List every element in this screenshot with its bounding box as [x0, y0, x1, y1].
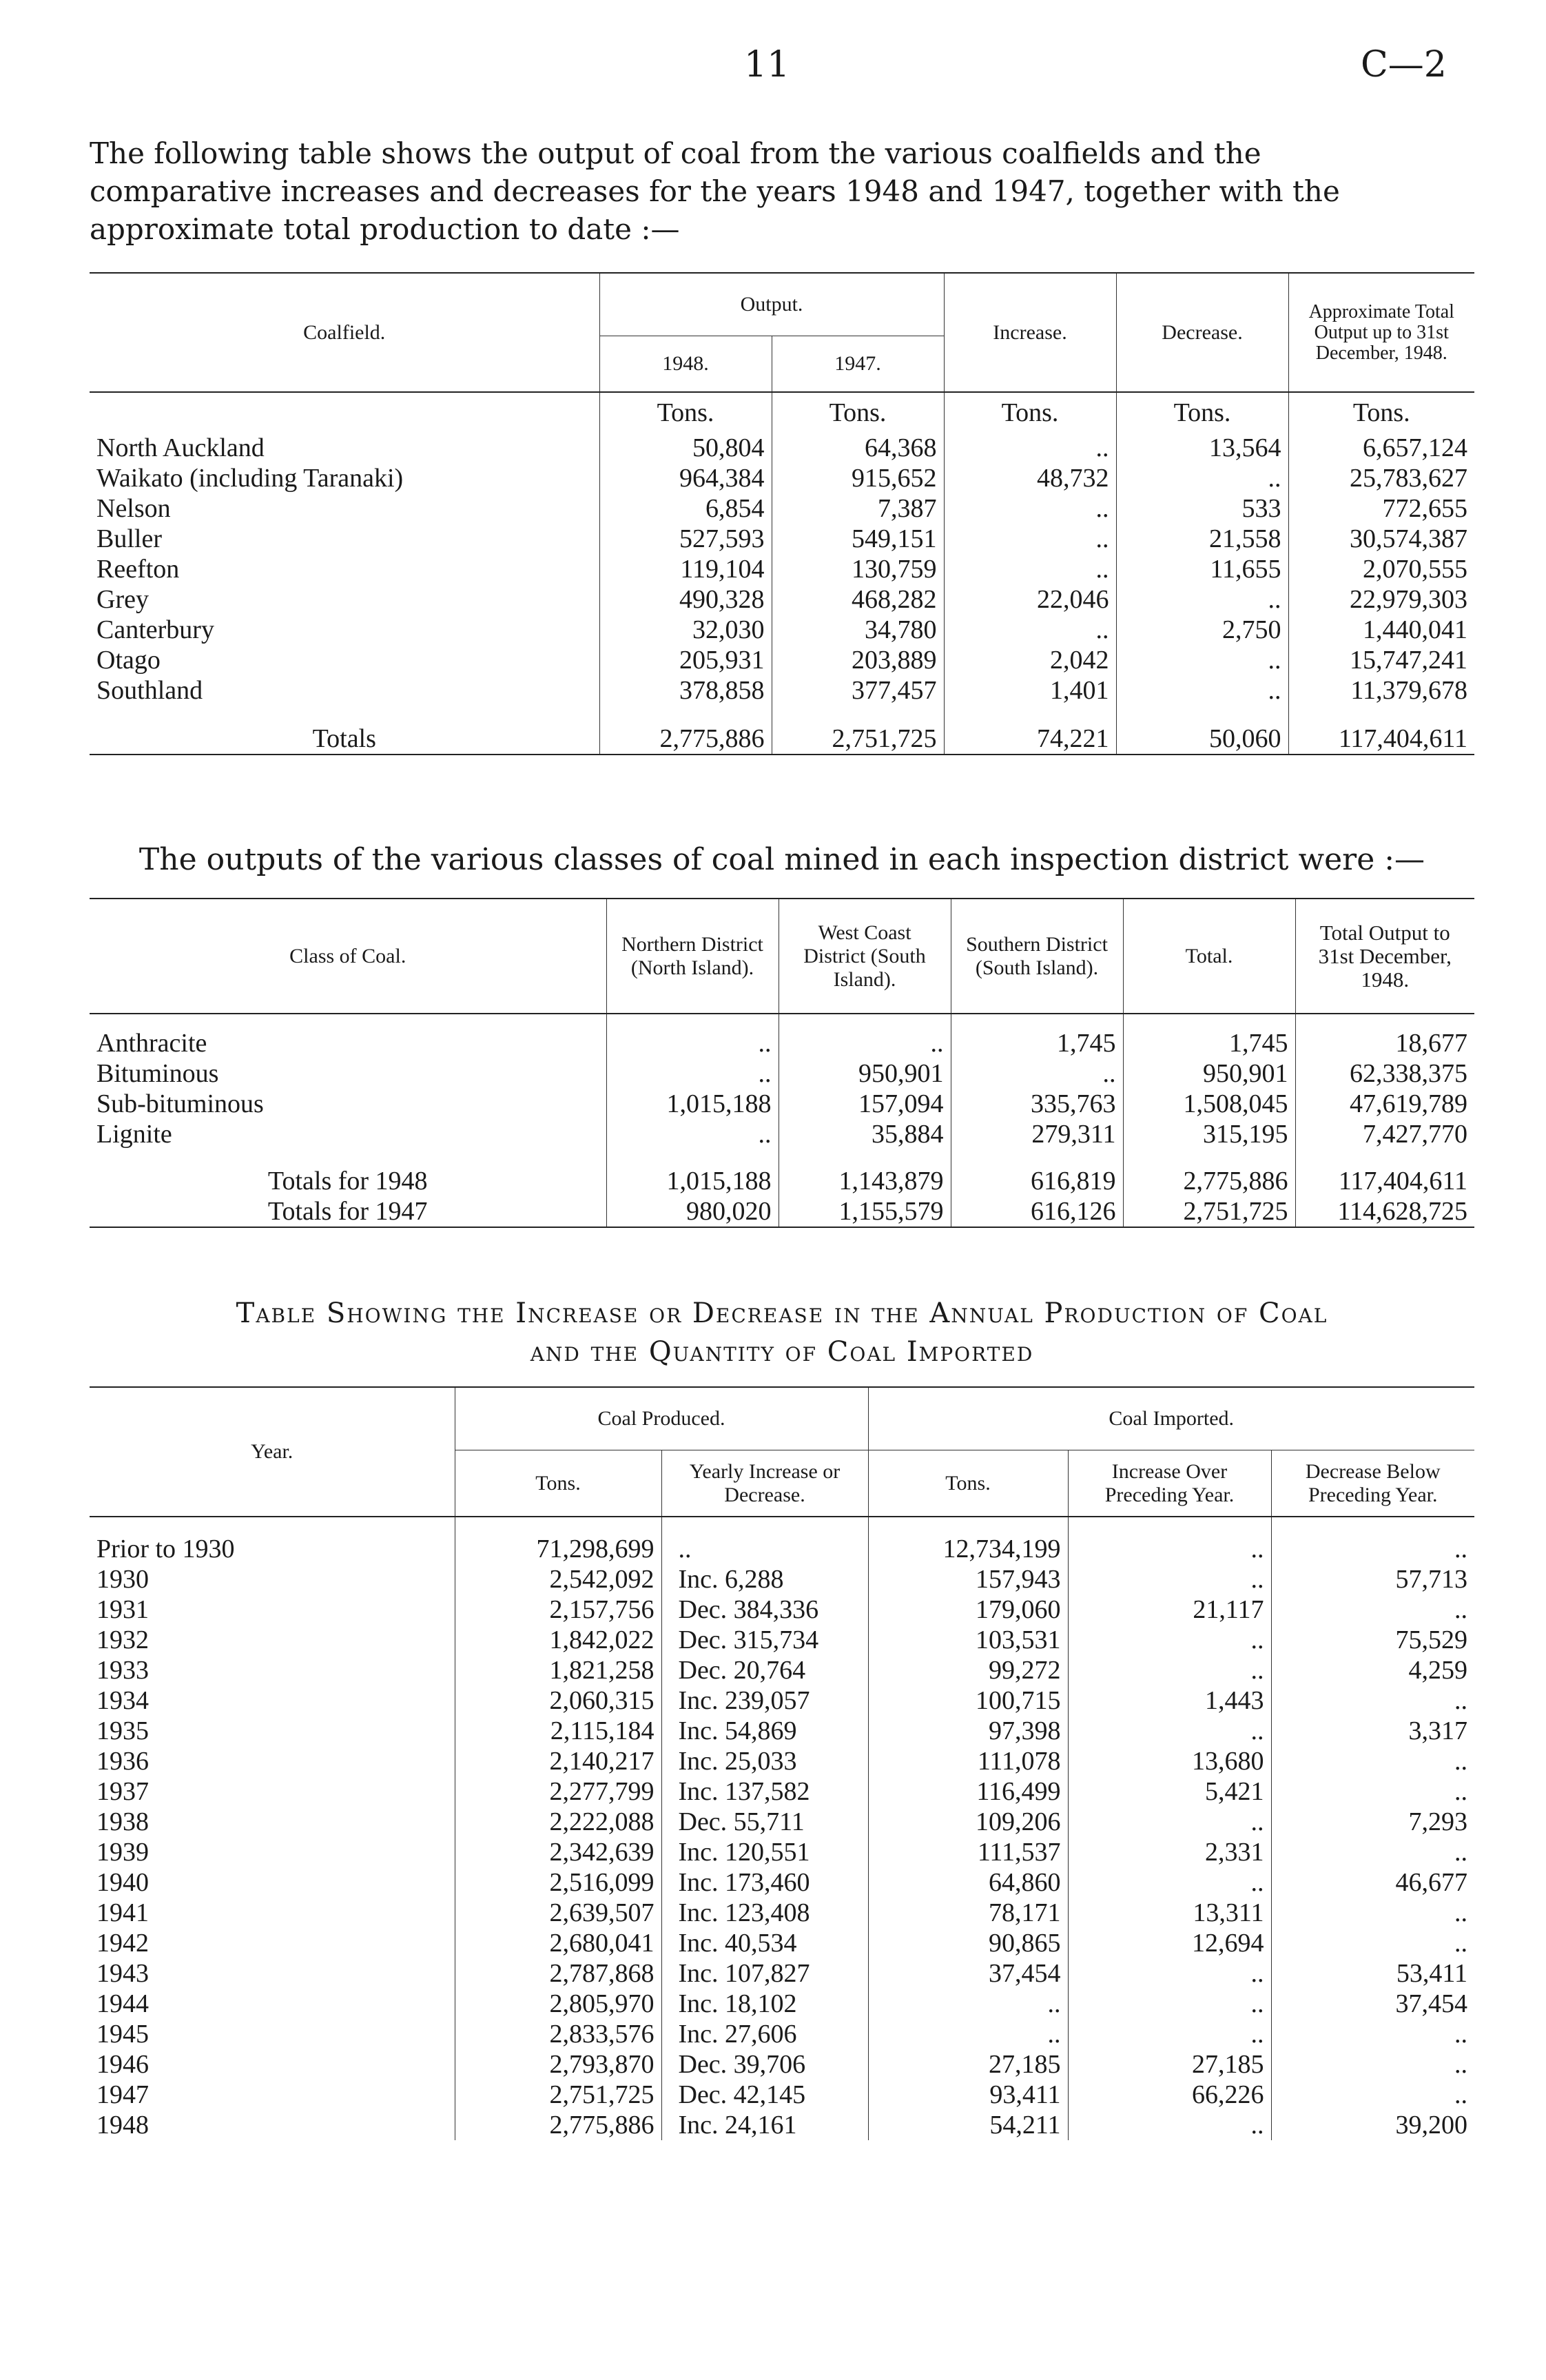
district-north: ..	[606, 1058, 779, 1089]
increase-over-preceding: 5,421	[1068, 1776, 1271, 1807]
district-todate: 18,677	[1295, 1028, 1474, 1058]
table-row	[90, 554, 1474, 584]
coal-class-name: Sub-bituminous	[96, 1089, 264, 1118]
year-label: 1942	[96, 1929, 149, 1958]
production-import-table	[90, 1386, 1474, 2140]
yearly-change: Inc. 239,057	[661, 1685, 868, 1716]
decrease-below-preceding: ..	[1271, 1594, 1474, 1625]
coal-imported-tons: ..	[868, 2019, 1068, 2049]
increase-over-preceding: ..	[1068, 2110, 1271, 2140]
table-row	[90, 2019, 1474, 2049]
coal-imported-tons: 103,531	[868, 1625, 1068, 1655]
decrease-value: 21,558	[1116, 524, 1288, 554]
decrease-below-preceding: 3,317	[1271, 1716, 1474, 1746]
increase-over-preceding: 27,185	[1068, 2049, 1271, 2080]
coalfield-name: North Auckland	[96, 433, 265, 462]
table-row	[90, 2110, 1474, 2140]
output-1948: 205,931	[599, 645, 772, 675]
yearly-change: Dec. 39,706	[661, 2049, 868, 2080]
coal-produced-tons: 2,833,576	[455, 2019, 661, 2049]
coal-imported-tons: 12,734,199	[868, 1534, 1068, 1564]
yearly-change: Inc. 18,102	[661, 1989, 868, 2019]
year-label: 1948	[96, 2111, 149, 2140]
coalfield-name: Canterbury	[96, 615, 214, 644]
coal-class-name: Anthracite	[96, 1029, 207, 1058]
coal-produced-tons: 2,680,041	[455, 1928, 661, 1958]
unit-label: Tons.	[1116, 392, 1288, 433]
output-1947: 377,457	[772, 675, 944, 706]
coal-imported-tons: 99,272	[868, 1655, 1068, 1685]
decrease-value: 13,564	[1116, 433, 1288, 463]
district-todate: 47,619,789	[1295, 1089, 1474, 1119]
table-row	[90, 615, 1474, 645]
year-label: 1944	[96, 1989, 149, 2018]
table-row	[90, 1534, 1474, 1564]
decrease-value: ..	[1116, 675, 1288, 706]
coal-imported-tons: 179,060	[868, 1594, 1068, 1625]
table-row	[90, 1685, 1474, 1716]
yearly-change: ..	[661, 1534, 868, 1564]
coal-class-name: Bituminous	[96, 1059, 219, 1088]
output-1947: 34,780	[772, 615, 944, 645]
district-total: 1,745	[1123, 1028, 1295, 1058]
district-west: ..	[779, 1028, 951, 1058]
increase-over-preceding: 13,311	[1068, 1898, 1271, 1928]
coalfield-name: Nelson	[96, 494, 171, 523]
yearly-change: Inc. 173,460	[661, 1867, 868, 1898]
increase-value: ..	[944, 493, 1116, 524]
coal-imported-tons: 93,411	[868, 2080, 1068, 2110]
approx-total-value: 6,657,124	[1288, 433, 1474, 463]
col-header-imported-tons: Tons.	[868, 1450, 1068, 1517]
district-south: ..	[951, 1058, 1123, 1089]
coal-produced-tons: 1,842,022	[455, 1625, 661, 1655]
year-label: Prior to 1930	[96, 1535, 235, 1563]
increase-over-preceding: 21,117	[1068, 1594, 1271, 1625]
output-1948: 32,030	[599, 615, 772, 645]
yearly-change: Dec. 20,764	[661, 1655, 868, 1685]
increase-over-preceding: ..	[1068, 1564, 1271, 1594]
coalfield-name: Reefton	[96, 555, 180, 584]
increase-value: 2,042	[944, 645, 1116, 675]
decrease-below-preceding: ..	[1271, 1534, 1474, 1564]
district-south: 335,763	[951, 1089, 1123, 1119]
table-row	[90, 1776, 1474, 1807]
increase-over-preceding: 1,443	[1068, 1685, 1271, 1716]
increase-over-preceding: 13,680	[1068, 1746, 1271, 1776]
decrease-value: ..	[1116, 645, 1288, 675]
table3-caption	[90, 1294, 1474, 1371]
approx-total-value: 11,379,678	[1288, 675, 1474, 706]
increase-over-preceding: ..	[1068, 1807, 1271, 1837]
decrease-below-preceding: ..	[1271, 2049, 1474, 2080]
district-total: 950,901	[1123, 1058, 1295, 1089]
increase-value: 1,401	[944, 675, 1116, 706]
coal-imported-tons: 100,715	[868, 1685, 1068, 1716]
decrease-below-preceding: 53,411	[1271, 1958, 1474, 1989]
increase-over-preceding: ..	[1068, 1716, 1271, 1746]
output-1948: 527,593	[599, 524, 772, 554]
increase-value: ..	[944, 615, 1116, 645]
year-label: 1945	[96, 2020, 149, 2049]
output-1948: 6,854	[599, 493, 772, 524]
output-1948: 378,858	[599, 675, 772, 706]
coal-produced-tons: 2,342,639	[455, 1837, 661, 1867]
decrease-below-preceding: ..	[1271, 2019, 1474, 2049]
approx-total-value: 1,440,041	[1288, 615, 1474, 645]
year-label: 1937	[96, 1777, 149, 1806]
coal-produced-tons: 71,298,699	[455, 1534, 661, 1564]
district-north: ..	[606, 1028, 779, 1058]
table-row	[90, 1655, 1474, 1685]
output-1948: 490,328	[599, 584, 772, 615]
coal-produced-tons: 2,516,099	[455, 1867, 661, 1898]
col-header-produced-tons: Tons.	[455, 1450, 661, 1517]
coal-produced-tons: 2,060,315	[455, 1685, 661, 1716]
approx-total-value: 30,574,387	[1288, 524, 1474, 554]
increase-over-preceding: ..	[1068, 1867, 1271, 1898]
table-row	[90, 1867, 1474, 1898]
page-number: 11	[744, 44, 790, 85]
table-row	[90, 1928, 1474, 1958]
unit-label: Tons.	[1288, 392, 1474, 433]
table-row	[90, 584, 1474, 615]
year-label: 1943	[96, 1959, 149, 1988]
totals-o1948: 2,775,886	[599, 706, 772, 755]
district-total: 1,508,045	[1123, 1089, 1295, 1119]
col-header-imported: Coal Imported.	[868, 1387, 1474, 1450]
table-row	[90, 524, 1474, 554]
decrease-below-preceding: 75,529	[1271, 1625, 1474, 1655]
district-west: 950,901	[779, 1058, 951, 1089]
col-header-decrease: Decrease.	[1116, 273, 1288, 392]
output-1947: 915,652	[772, 463, 944, 493]
coal-imported-tons: 111,078	[868, 1746, 1068, 1776]
totals-south: 616,126	[951, 1196, 1123, 1227]
year-label: 1938	[96, 1807, 149, 1836]
decrease-value: 533	[1116, 493, 1288, 524]
caption-line-2: and the Quantity of Coal Imported	[530, 1336, 1034, 1368]
year-label: 1946	[96, 2050, 149, 2079]
table-row	[90, 1746, 1474, 1776]
totals-label: Totals for 1948	[267, 1167, 428, 1196]
decrease-below-preceding: ..	[1271, 1898, 1474, 1928]
intro-line: comparative increases and decreases for the years 1948 and 1947, together with the	[90, 174, 1340, 208]
increase-over-preceding: 12,694	[1068, 1928, 1271, 1958]
table-row	[90, 1028, 1474, 1058]
yearly-change: Inc. 27,606	[661, 2019, 868, 2049]
year-label: 1939	[96, 1838, 149, 1867]
increase-over-preceding: ..	[1068, 1655, 1271, 1685]
table-row	[90, 1837, 1474, 1867]
decrease-below-preceding: 46,677	[1271, 1867, 1474, 1898]
increase-over-preceding: ..	[1068, 1989, 1271, 2019]
coal-imported-tons: 78,171	[868, 1898, 1068, 1928]
coalfield-name: Buller	[96, 524, 162, 553]
totals-total: 2,751,725	[1123, 1196, 1295, 1227]
coal-produced-tons: 2,805,970	[455, 1989, 661, 2019]
coal-imported-tons: 64,860	[868, 1867, 1068, 1898]
totals-total: 117,404,611	[1288, 706, 1474, 755]
table-row	[90, 433, 1474, 463]
decrease-value: ..	[1116, 463, 1288, 493]
district-west: 157,094	[779, 1089, 951, 1119]
coalfield-output-table	[90, 272, 1474, 755]
col-header-total: Total.	[1123, 899, 1295, 1014]
output-1947: 468,282	[772, 584, 944, 615]
year-label: 1931	[96, 1595, 149, 1624]
increase-over-preceding: 66,226	[1068, 2080, 1271, 2110]
totals-west: 1,155,579	[779, 1196, 951, 1227]
coal-produced-tons: 2,793,870	[455, 2049, 661, 2080]
yearly-change: Inc. 54,869	[661, 1716, 868, 1746]
totals-dec: 50,060	[1116, 706, 1288, 755]
yearly-change: Inc. 25,033	[661, 1746, 868, 1776]
increase-value: 48,732	[944, 463, 1116, 493]
decrease-value: 2,750	[1116, 615, 1288, 645]
coalfield-name: Grey	[96, 585, 149, 614]
approx-total-value: 25,783,627	[1288, 463, 1474, 493]
decrease-below-preceding: ..	[1271, 1685, 1474, 1716]
decrease-below-preceding: ..	[1271, 1746, 1474, 1776]
output-1948: 119,104	[599, 554, 772, 584]
increase-over-preceding: 2,331	[1068, 1837, 1271, 1867]
intro-paragraph	[90, 134, 1474, 248]
decrease-value: ..	[1116, 584, 1288, 615]
table-row	[90, 1898, 1474, 1928]
col-header-year: Year.	[251, 1440, 293, 1463]
decrease-below-preceding: ..	[1271, 1776, 1474, 1807]
decrease-value: 11,655	[1116, 554, 1288, 584]
decrease-below-preceding: ..	[1271, 1837, 1474, 1867]
totals-north: 980,020	[606, 1196, 779, 1227]
totals-todate: 117,404,611	[1295, 1149, 1474, 1196]
district-north: 1,015,188	[606, 1089, 779, 1119]
col-header-approx-total: Approximate Total Output up to 31st December, 1948.	[1288, 273, 1474, 392]
table-row	[90, 1594, 1474, 1625]
table-row	[90, 1089, 1474, 1119]
table-row	[90, 2080, 1474, 2110]
table-row	[90, 1564, 1474, 1594]
totals-o1947: 2,751,725	[772, 706, 944, 755]
decrease-below-preceding: ..	[1271, 1928, 1474, 1958]
coal-imported-tons: 90,865	[868, 1928, 1068, 1958]
district-total: 315,195	[1123, 1119, 1295, 1149]
coal-produced-tons: 2,751,725	[455, 2080, 661, 2110]
year-label: 1936	[96, 1747, 149, 1776]
coal-imported-tons: 157,943	[868, 1564, 1068, 1594]
col-header-produced: Coal Produced.	[455, 1387, 868, 1450]
decrease-below-preceding: 39,200	[1271, 2110, 1474, 2140]
output-1948: 964,384	[599, 463, 772, 493]
output-1947: 130,759	[772, 554, 944, 584]
table-row	[90, 463, 1474, 493]
district-south: 1,745	[951, 1028, 1123, 1058]
col-header-coalfield: Coalfield.	[303, 320, 386, 344]
table-row	[90, 1807, 1474, 1837]
coal-class-table	[90, 898, 1474, 1228]
table-row	[90, 1716, 1474, 1746]
yearly-change: Inc. 137,582	[661, 1776, 868, 1807]
table-row	[90, 1989, 1474, 2019]
district-south: 279,311	[951, 1119, 1123, 1149]
approx-total-value: 22,979,303	[1288, 584, 1474, 615]
totals-north: 1,015,188	[606, 1149, 779, 1196]
coalfield-name: Otago	[96, 646, 161, 675]
coalfield-name: Southland	[96, 676, 203, 705]
district-todate: 62,338,375	[1295, 1058, 1474, 1089]
totals-total: 2,775,886	[1123, 1149, 1295, 1196]
output-1948: 50,804	[599, 433, 772, 463]
increase-value: ..	[944, 433, 1116, 463]
approx-total-value: 15,747,241	[1288, 645, 1474, 675]
output-1947: 7,387	[772, 493, 944, 524]
totals-inc: 74,221	[944, 706, 1116, 755]
col-header-class: Class of Coal.	[289, 944, 406, 967]
table-row	[90, 493, 1474, 524]
col-header-1947: 1947.	[772, 336, 944, 393]
decrease-below-preceding: 4,259	[1271, 1655, 1474, 1685]
table-row	[90, 1119, 1474, 1149]
output-1947: 203,889	[772, 645, 944, 675]
increase-value: 22,046	[944, 584, 1116, 615]
district-north: ..	[606, 1119, 779, 1149]
table-row	[90, 675, 1474, 706]
unit-label: Tons.	[599, 392, 772, 433]
coal-produced-tons: 2,542,092	[455, 1564, 661, 1594]
decrease-below-preceding: 7,293	[1271, 1807, 1474, 1837]
yearly-change: Dec. 315,734	[661, 1625, 868, 1655]
year-label: 1947	[96, 2080, 149, 2109]
yearly-change: Inc. 40,534	[661, 1928, 868, 1958]
coal-imported-tons: 54,211	[868, 2110, 1068, 2140]
col-header-northern: Northern District (North Island).	[606, 899, 779, 1014]
col-header-1948: 1948.	[599, 336, 772, 393]
table-row	[90, 645, 1474, 675]
col-header-output: Output.	[599, 273, 944, 336]
coal-imported-tons: ..	[868, 1989, 1068, 2019]
intro-line: The following table shows the output of coal from the various coalfields and the	[90, 136, 1261, 170]
yearly-change: Inc. 6,288	[661, 1564, 868, 1594]
coal-produced-tons: 2,639,507	[455, 1898, 661, 1928]
yearly-change: Inc. 107,827	[661, 1958, 868, 1989]
approx-total-value: 772,655	[1288, 493, 1474, 524]
totals-south: 616,819	[951, 1149, 1123, 1196]
output-1947: 549,151	[772, 524, 944, 554]
coal-produced-tons: 2,222,088	[455, 1807, 661, 1837]
output-1947: 64,368	[772, 433, 944, 463]
yearly-change: Inc. 120,551	[661, 1837, 868, 1867]
totals-row	[90, 1196, 1474, 1227]
coal-imported-tons: 109,206	[868, 1807, 1068, 1837]
totals-label: Totals	[312, 724, 376, 753]
yearly-change: Dec. 42,145	[661, 2080, 868, 2110]
table-row	[90, 1058, 1474, 1089]
coal-produced-tons: 2,787,868	[455, 1958, 661, 1989]
coal-imported-tons: 37,454	[868, 1958, 1068, 1989]
year-label: 1941	[96, 1898, 149, 1927]
year-label: 1932	[96, 1625, 149, 1654]
decrease-below-preceding: 57,713	[1271, 1564, 1474, 1594]
coal-produced-tons: 2,775,886	[455, 2110, 661, 2140]
col-header-increase: Increase.	[944, 273, 1116, 392]
year-label: 1940	[96, 1868, 149, 1897]
unit-label: Tons.	[944, 392, 1116, 433]
totals-label: Totals for 1947	[267, 1197, 428, 1226]
year-label: 1933	[96, 1656, 149, 1685]
year-label: 1934	[96, 1686, 149, 1715]
coal-produced-tons: 1,821,258	[455, 1655, 661, 1685]
table-row	[90, 2049, 1474, 2080]
unit-label: Tons.	[772, 392, 944, 433]
districts-intro: The outputs of the various classes of coal mined in each inspection district were :—	[138, 842, 1425, 877]
district-west: 35,884	[779, 1119, 951, 1149]
coal-class-name: Lignite	[96, 1120, 172, 1149]
increase-over-preceding: ..	[1068, 1625, 1271, 1655]
coalfield-name: Waikato (including Taranaki)	[96, 464, 404, 493]
approx-total-value: 2,070,555	[1288, 554, 1474, 584]
totals-todate: 114,628,725	[1295, 1196, 1474, 1227]
coal-produced-tons: 2,140,217	[455, 1746, 661, 1776]
increase-over-preceding: ..	[1068, 1958, 1271, 1989]
yearly-change: Inc. 24,161	[661, 2110, 868, 2140]
coal-imported-tons: 111,537	[868, 1837, 1068, 1867]
intro-line: approximate total production to date :—	[90, 212, 680, 246]
totals-west: 1,143,879	[779, 1149, 951, 1196]
district-todate: 7,427,770	[1295, 1119, 1474, 1149]
coal-imported-tons: 116,499	[868, 1776, 1068, 1807]
col-header-yearly-change: Yearly Increase or Decrease.	[661, 1450, 868, 1517]
totals-row	[90, 1149, 1474, 1196]
yearly-change: Inc. 123,408	[661, 1898, 868, 1928]
yearly-change: Dec. 384,336	[661, 1594, 868, 1625]
decrease-below-preceding: ..	[1271, 2080, 1474, 2110]
col-header-southern: Southern District (South Island).	[951, 899, 1123, 1014]
coal-produced-tons: 2,277,799	[455, 1776, 661, 1807]
page-reference: C—2	[1361, 44, 1447, 85]
table-row	[90, 1958, 1474, 1989]
caption-line-1: Table Showing the Increase or Decrease in the Annual Production of Coal	[236, 1297, 1328, 1329]
yearly-change: Dec. 55,711	[661, 1807, 868, 1837]
increase-over-preceding: ..	[1068, 2019, 1271, 2049]
col-header-increase-over: Increase Over Preceding Year.	[1068, 1450, 1271, 1517]
year-label: 1930	[96, 1565, 149, 1594]
increase-value: ..	[944, 524, 1116, 554]
col-header-total-output: Total Output to 31st December, 1948.	[1295, 899, 1474, 1014]
coal-imported-tons: 97,398	[868, 1716, 1068, 1746]
col-header-westcoast: West Coast District (South Island).	[779, 899, 951, 1014]
year-label: 1935	[96, 1716, 149, 1745]
decrease-below-preceding: 37,454	[1271, 1989, 1474, 2019]
increase-value: ..	[944, 554, 1116, 584]
increase-over-preceding: ..	[1068, 1534, 1271, 1564]
coal-produced-tons: 2,115,184	[455, 1716, 661, 1746]
col-header-decrease-below: Decrease Below Preceding Year.	[1271, 1450, 1474, 1517]
table-row	[90, 1625, 1474, 1655]
totals-row	[90, 706, 1474, 755]
coal-produced-tons: 2,157,756	[455, 1594, 661, 1625]
coal-imported-tons: 27,185	[868, 2049, 1068, 2080]
